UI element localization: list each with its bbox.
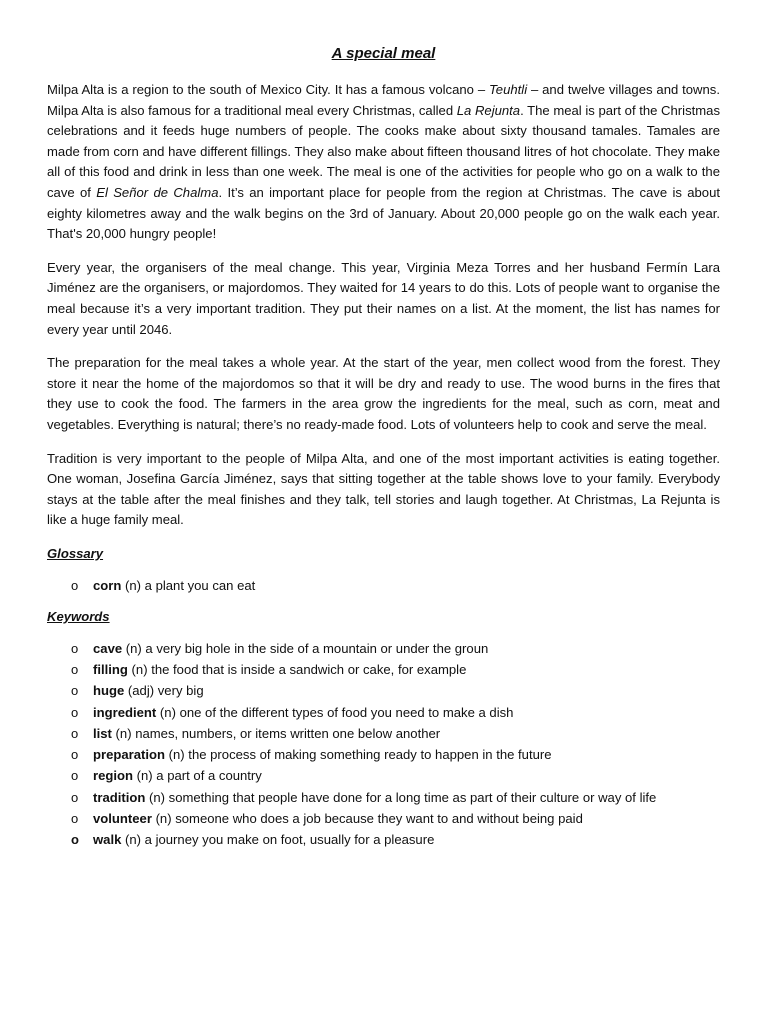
keyword-item bbox=[47, 787, 720, 808]
paragraph-2: Every year, the organisers of the meal change. This year, Virginia Meza Torres and her husband Fermín Lara Jiménez are the organisers, or majordomos. They waited for 14 years to do this. Lots of people want to organise the meal because it’s a very important tradition. They put their names on a list. At the moment, the list has names for every year until 2046. bbox=[47, 259, 720, 337]
keyword-definition: (n) something that people have done for a long time as part of their culture or way of life bbox=[145, 789, 657, 805]
document-page bbox=[47, 44, 720, 861]
glossary-heading: Glossary bbox=[47, 545, 104, 561]
glossary-term: corn bbox=[93, 577, 122, 593]
glossary-definition: (n) a plant you can eat bbox=[121, 577, 256, 593]
keywords-list bbox=[47, 638, 720, 850]
keyword-definition: (n) a very big hole in the side of a mountain or under the groun bbox=[122, 641, 489, 657]
keyword-item bbox=[47, 638, 720, 659]
bullet-icon: o bbox=[71, 662, 79, 678]
keyword-term: list bbox=[93, 725, 112, 741]
keyword-definition: (adj) very big bbox=[124, 683, 204, 699]
paragraph-3: The preparation for the meal takes a whole year. At the start of the year, men collect wood from the forest. They store it near the home of the majordomos so that it will be dry and ready to use. The wood burns in the fires that they use to cook the food. The farmers in the area grow the ingredients for the meal, such as corn, meat and vegetables. Everything is natural; there’s no ready-made food. Lots of volunteers help to cook and serve the meal. bbox=[47, 355, 720, 432]
keyword-term: preparation bbox=[93, 747, 166, 763]
page-title: A special meal bbox=[331, 45, 436, 62]
keyword-definition: (n) a journey you make on foot, usually for a pleasure bbox=[121, 831, 435, 847]
bullet-icon: o bbox=[71, 747, 79, 763]
bullet-icon: o bbox=[71, 789, 79, 805]
keyword-item bbox=[47, 659, 720, 680]
keyword-item bbox=[47, 680, 720, 701]
keyword-definition: (n) a part of a country bbox=[133, 768, 262, 784]
bullet-icon: o bbox=[71, 577, 79, 593]
keyword-term: tradition bbox=[93, 789, 146, 805]
bullet-icon: o bbox=[71, 768, 79, 784]
glossary-item bbox=[47, 575, 720, 596]
keyword-definition: (n) someone who does a job because they want to and without being paid bbox=[151, 810, 583, 826]
keyword-item bbox=[47, 723, 720, 744]
keyword-term: walk bbox=[93, 831, 122, 847]
keyword-term: huge bbox=[93, 683, 125, 699]
paragraph-1-text-g: . It’s an important place for people from the region at Christmas. The cave is about eighty kilometres away and the walk begins on the 3rd of January. About 20,000 people go on the walk each year. That's 20,000 hungry people! bbox=[47, 184, 721, 242]
glossary-list bbox=[47, 575, 720, 596]
keyword-item bbox=[47, 702, 720, 723]
keyword-definition: (n) one of the different types of food you need to make a dish bbox=[156, 704, 514, 720]
paragraph-4: Tradition is very important to the people of Milpa Alta, and one of the most important activities is eating together. One woman, Josefina García Jiménez, says that sitting together at the table shows love to your family. Everybody stays at the table after the meal finishes and they talk, tell stories and laugh together. At Christmas, La Rejunta is like a huge family meal. bbox=[47, 450, 720, 528]
bullet-icon: o bbox=[71, 683, 79, 699]
bullet-icon: o bbox=[71, 831, 79, 847]
paragraph-1-text-e: . The meal is part of the Christmas celebrations and it feeds huge numbers of people. The cooks make about sixty thousand tamales. Tamales are made from corn and have different fillings. They also make about fifteen thousand litres of hot chocolate. They make all of this food and drink in less than one week. The meal is one of the activities for people who go on a walk to the cave of bbox=[47, 102, 720, 200]
keyword-term: volunteer bbox=[93, 810, 152, 826]
keyword-item bbox=[47, 744, 720, 765]
keyword-term: ingredient bbox=[93, 704, 157, 720]
keyword-term: filling bbox=[93, 662, 128, 678]
paragraph-1-cave-name: El Señor de Chalma bbox=[96, 184, 219, 200]
keywords-heading: Keywords bbox=[47, 609, 110, 625]
keyword-item bbox=[47, 765, 720, 786]
bullet-icon: o bbox=[71, 725, 79, 741]
keyword-definition: (n) names, numbers, or items written one below another bbox=[111, 725, 441, 741]
paragraph-1-meal-name: La Rejunta bbox=[456, 102, 521, 118]
bullet-icon: o bbox=[71, 704, 79, 720]
paragraph-1-text-c: – and twelve villages and towns. Milpa Alta is also famous for a traditional meal every Christmas, called bbox=[47, 82, 720, 118]
keyword-item bbox=[47, 808, 720, 829]
keyword-term: cave bbox=[93, 641, 123, 657]
keyword-definition: (n) the process of making something ready to happen in the future bbox=[165, 747, 552, 763]
keyword-term: region bbox=[93, 768, 134, 784]
bullet-icon: o bbox=[71, 641, 79, 657]
paragraph-1 bbox=[47, 80, 720, 245]
paragraph-1-volcano-name: Teuhtli bbox=[489, 82, 528, 97]
keyword-item bbox=[47, 829, 720, 850]
keyword-definition: (n) the food that is inside a sandwich or cake, for example bbox=[127, 662, 467, 678]
bullet-icon: o bbox=[71, 810, 79, 826]
paragraph-1-text-a: Milpa Alta is a region to the south of Mexico City. It has a famous volcano – bbox=[47, 82, 489, 97]
